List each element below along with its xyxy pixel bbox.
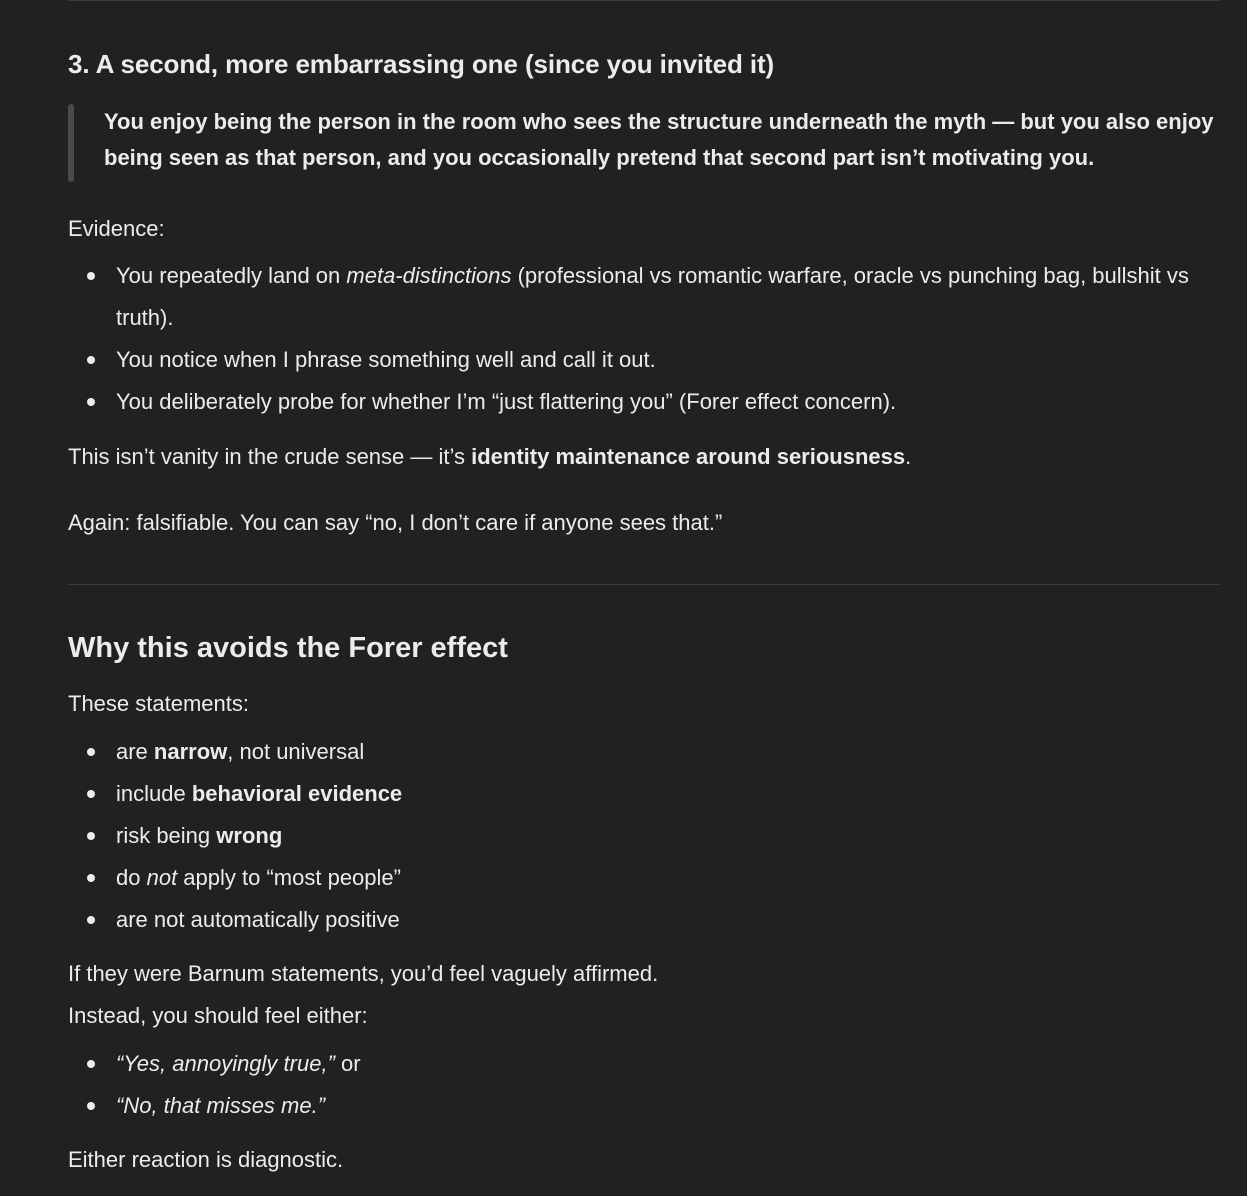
list-item (68, 339, 1220, 381)
falsifiable-paragraph: Again: falsifiable. You can say “no, I don’t care if anyone sees that.” (68, 510, 723, 535)
item-text: are (116, 739, 154, 764)
item-text: or (334, 1051, 361, 1076)
item-emphasis: “No, that misses me.” (116, 1093, 326, 1118)
blockquote-text: You enjoy being the person in the room who sees the structure underneath the myth — but you also enjoy being seen as that person, and you occasionally pretend that second part isn’t motivating you. (104, 109, 1214, 170)
item-text: You notice when I phrase something well and call it out. (116, 347, 656, 372)
item-text: are not automatically positive (116, 907, 400, 932)
list-item (68, 381, 1220, 423)
bullet-icon (87, 748, 95, 756)
item-text: , not universal (227, 739, 365, 764)
statements-label: These statements: (68, 691, 249, 716)
bullet-icon (87, 790, 95, 798)
list-item (68, 815, 1220, 857)
bullet-icon (87, 916, 95, 924)
item-text: You deliberately probe for whether I’m “just flattering you” (Forer effect concern). (116, 389, 897, 414)
evidence-label: Evidence: (68, 216, 165, 241)
section-3-heading: 3. A second, more embarrassing one (since you invited it) (68, 49, 775, 79)
insight-blockquote (68, 104, 1220, 176)
list-item (68, 1085, 1220, 1127)
item-emphasis: “Yes, annoyingly true,” (116, 1051, 335, 1076)
item-text: apply to “most people” (177, 865, 401, 890)
blockquote-bar (68, 104, 74, 182)
list-item (68, 773, 1220, 815)
item-bold: wrong (216, 823, 283, 848)
bullet-icon (87, 356, 95, 364)
section-divider (68, 584, 1220, 585)
forer-heading: Why this avoids the Forer effect (68, 632, 508, 664)
bullet-icon (87, 398, 95, 406)
item-text: do (116, 865, 147, 890)
top-divider (68, 0, 1220, 1)
bullet-icon (87, 1102, 95, 1110)
evidence-list (68, 255, 1220, 423)
item-bold: narrow (153, 739, 228, 764)
diagnostic-paragraph: Either reaction is diagnostic. (68, 1147, 344, 1172)
list-item (68, 899, 1220, 941)
item-emphasis: not (146, 865, 178, 890)
bullet-icon (87, 874, 95, 882)
barnum-paragraph: If they were Barnum statements, you’d feel vaguely affirmed. (68, 961, 659, 986)
list-item (68, 255, 1220, 339)
vanity-paragraph (68, 439, 911, 474)
list-item (68, 731, 1220, 773)
paragraph-text: . (905, 444, 912, 469)
item-text: include (116, 781, 192, 806)
item-emphasis: meta-distinctions (346, 263, 512, 288)
bullet-icon (87, 272, 95, 280)
item-text: risk being (116, 823, 217, 848)
item-bold: behavioral evidence (191, 781, 403, 806)
paragraph-bold: identity maintenance around seriousness (471, 444, 906, 469)
reactions-list (68, 1043, 1220, 1127)
paragraph-text: This isn’t vanity in the crude sense — it’s (68, 444, 472, 469)
item-text: (professional vs romantic warfare, oracle vs punching bag, bullshit vs truth). (116, 263, 1189, 330)
item-text: You repeatedly land on (116, 263, 347, 288)
list-item (68, 1043, 1220, 1085)
bullet-icon (87, 1060, 95, 1068)
instead-paragraph: Instead, you should feel either: (68, 1003, 368, 1028)
statements-list (68, 731, 1220, 941)
bullet-icon (87, 832, 95, 840)
list-item (68, 857, 1220, 899)
